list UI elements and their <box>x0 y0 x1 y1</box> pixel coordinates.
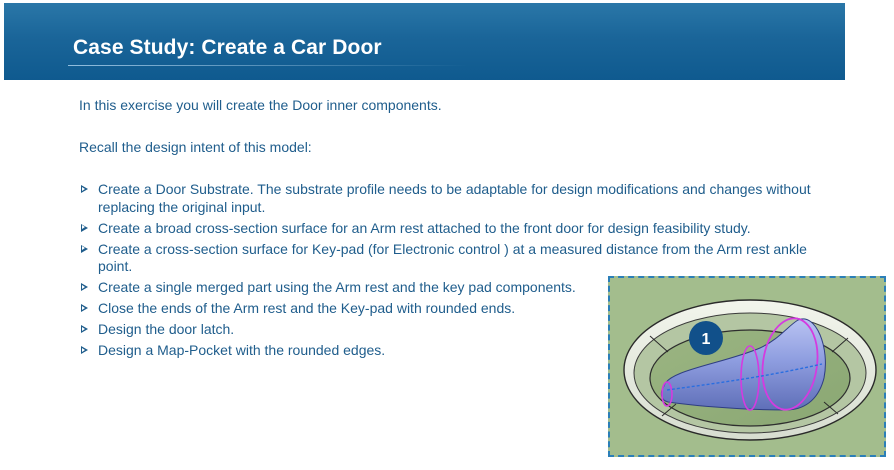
title-banner <box>4 3 845 80</box>
armrest-model-figure <box>608 276 886 457</box>
list-item <box>79 220 819 238</box>
list-item-text: Create a single merged part using the Arm rest and the key pad components. <box>98 279 576 295</box>
callout-number: 1 <box>701 331 711 348</box>
list-item-text: Design a Map-Pocket with the rounded edges. <box>98 342 386 358</box>
triangle-bullet-icon <box>81 346 88 354</box>
triangle-bullet-icon <box>81 325 88 333</box>
triangle-bullet-icon <box>81 283 88 291</box>
list-item-text: Design the door latch. <box>98 321 235 337</box>
list-item-text: Close the ends of the Arm rest and the Key-pad with rounded ends. <box>98 300 516 316</box>
armrest-model-drawing <box>610 278 884 455</box>
list-item-text: Create a broad cross-section surface for an Arm rest attached to the front door for design feasibility study. <box>98 219 751 236</box>
list-item-text: Create a Door Substrate. The substrate profile needs to be adaptable for design modifications and changes without replacing the original input. <box>98 181 811 215</box>
list-item <box>79 181 819 216</box>
page-title: Case Study: Create a Car Door <box>73 36 382 59</box>
intro-text: In this exercise you will create the Door inner components. <box>79 97 442 113</box>
triangle-bullet-icon <box>81 185 88 193</box>
list-item <box>79 241 819 276</box>
triangle-bullet-icon <box>81 245 88 253</box>
title-underline <box>68 65 468 66</box>
triangle-bullet-icon <box>81 304 88 312</box>
triangle-bullet-icon <box>81 224 88 232</box>
list-item-text: Create a cross-section surface for Key-pad (for Electronic control ) at a measured distance from the Arm rest ankle point. <box>98 240 807 274</box>
recall-text: Recall the design intent of this model: <box>79 139 312 155</box>
